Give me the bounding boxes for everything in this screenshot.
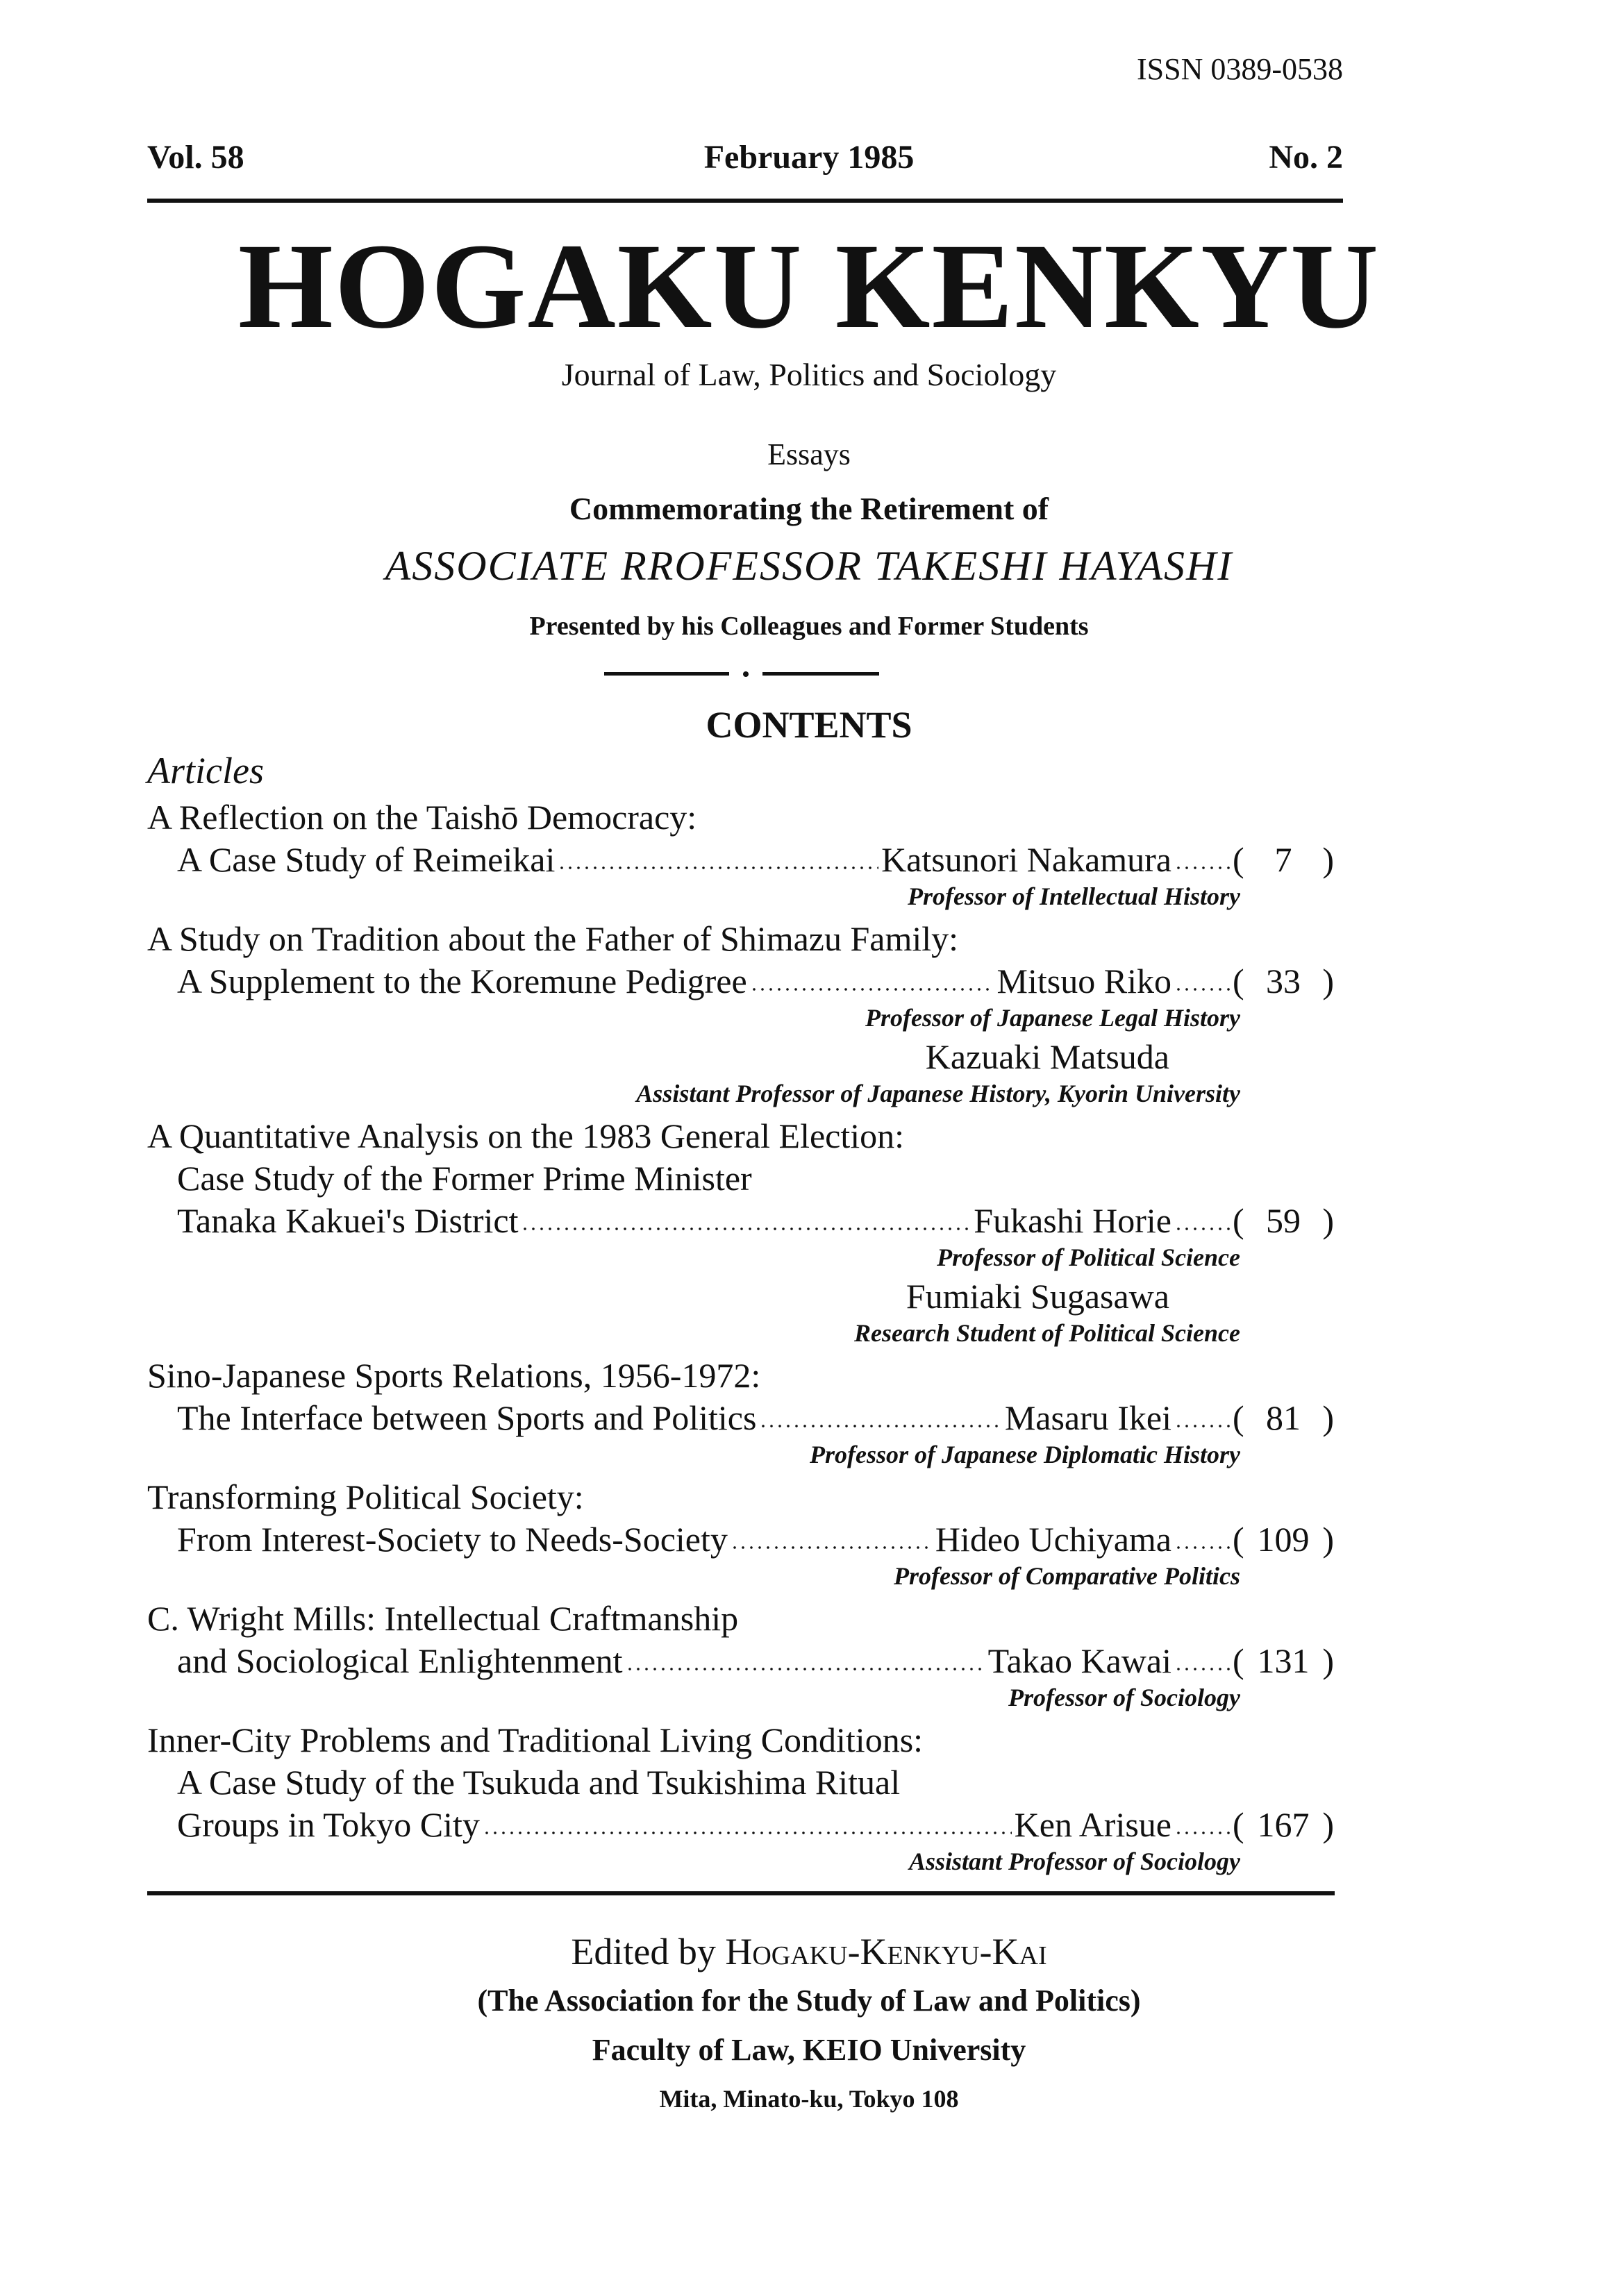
author-affiliation: Professor of Sociology xyxy=(1008,1684,1240,1711)
toc-entry[interactable] xyxy=(177,1201,1334,1240)
author-name: Fumiaki Sugasawa xyxy=(906,1277,1169,1316)
author-name: Ken Arisue xyxy=(1014,1805,1171,1844)
author-affiliation: Assistant Professor of Japanese History, Kyorin University xyxy=(636,1080,1240,1107)
page-value: 81 xyxy=(1266,1398,1301,1437)
dot-leader xyxy=(1174,864,1233,871)
article-title-line: C. Wright Mills: Intellectual Craftmanship xyxy=(147,1599,739,1638)
address: Mita, Minato-ku, Tokyo 108 xyxy=(659,2085,959,2113)
article-title-line: A Study on Tradition about the Father of Shimazu Family: xyxy=(147,919,959,958)
dot-leader xyxy=(731,1544,933,1551)
author-affiliation: Professor of Japanese Diplomatic History xyxy=(810,1441,1240,1468)
contents-heading: CONTENTS xyxy=(706,704,912,746)
page-number: ( 81 ) xyxy=(1233,1398,1334,1437)
toc-entry[interactable] xyxy=(177,962,1334,1000)
article-title-line: Tanaka Kakuei's District xyxy=(177,1201,519,1240)
page-number: ( 59 ) xyxy=(1233,1201,1334,1240)
author-name: Mitsuo Riko xyxy=(996,962,1171,1000)
commemorating-line: Commemorating the Retirement of xyxy=(569,491,1049,526)
article-title-line: Groups in Tokyo City xyxy=(177,1805,480,1844)
article-title-line: Case Study of the Former Prime Minister xyxy=(177,1159,752,1198)
article-title-line: Inner-City Problems and Traditional Living Conditions: xyxy=(147,1720,924,1759)
article-title-line: A Quantitative Analysis on the 1983 General Election: xyxy=(147,1116,905,1155)
article-title-line: A Supplement to the Koremune Pedigree xyxy=(177,962,747,1000)
author-name: Kazuaki Matsuda xyxy=(925,1037,1169,1076)
page-value: 167 xyxy=(1257,1805,1310,1844)
toc-entry[interactable] xyxy=(177,840,1334,879)
toc-entry[interactable] xyxy=(177,1805,1334,1844)
author-name: Katsunori Nakamura xyxy=(881,840,1171,879)
footer-rule xyxy=(147,1891,1335,1895)
article-title-line: From Interest-Society to Needs-Society xyxy=(177,1520,728,1559)
issue-date: February 1985 xyxy=(703,139,915,176)
dot-leader xyxy=(1174,1829,1233,1836)
honoree: ASSOCIATE RROFESSOR TAKESHI HAYASHI xyxy=(385,543,1233,589)
section-label-articles: Articles xyxy=(147,750,264,791)
header-rule xyxy=(147,199,1343,203)
dot-leader xyxy=(750,986,994,993)
dot-leader xyxy=(521,1225,971,1232)
journal-title: HOGAKU KENKYU xyxy=(237,219,1381,354)
article-title-line: Sino-Japanese Sports Relations, 1956-1972: xyxy=(147,1356,761,1395)
page-number: ( 167 ) xyxy=(1233,1805,1334,1844)
author-affiliation: Professor of Intellectual History xyxy=(908,882,1240,910)
page-value: 7 xyxy=(1274,840,1292,879)
author-name: Takao Kawai xyxy=(987,1641,1171,1680)
toc-entry[interactable] xyxy=(177,1520,1334,1559)
ornament-dot xyxy=(743,671,749,677)
faculty: Faculty of Law, KEIO University xyxy=(592,2033,1026,2067)
page-number: ( 131 ) xyxy=(1233,1641,1334,1680)
dot-leader xyxy=(483,1829,1012,1836)
dot-leader xyxy=(759,1423,1001,1430)
article-title-line: Transforming Political Society: xyxy=(147,1477,584,1516)
toc-entry[interactable] xyxy=(177,1398,1334,1437)
volume: Vol. 58 xyxy=(147,139,244,176)
dot-leader xyxy=(558,864,878,871)
presented-line: Presented by his Colleagues and Former Students xyxy=(529,612,1089,641)
article-title-line: and Sociological Enlightenment xyxy=(177,1641,623,1680)
page-number: ( 33 ) xyxy=(1233,962,1334,1000)
issue-number: No. 2 xyxy=(1269,139,1343,176)
article-title-line: A Case Study of Reimeikai xyxy=(177,840,556,879)
page-value: 59 xyxy=(1266,1201,1301,1240)
author-affiliation: Research Student of Political Science xyxy=(854,1319,1240,1347)
author-name: Fukashi Horie xyxy=(974,1201,1171,1240)
author-affiliation: Assistant Professor of Sociology xyxy=(908,1847,1240,1875)
article-title-line: A Reflection on the Taishō Democracy: xyxy=(147,798,697,837)
essays-label: Essays xyxy=(767,437,851,471)
article-title-line: The Interface between Sports and Politics xyxy=(177,1398,757,1437)
page-value: 109 xyxy=(1257,1520,1310,1559)
edited-by-prefix: Edited by xyxy=(571,1931,716,1972)
dot-leader xyxy=(1174,1423,1233,1430)
toc-entry[interactable] xyxy=(177,1641,1334,1680)
author-affiliation: Professor of Political Science xyxy=(937,1243,1240,1271)
dot-leader xyxy=(626,1666,985,1673)
ornament-rule-left xyxy=(604,672,729,676)
issn: ISSN 0389-0538 xyxy=(1136,52,1343,86)
edited-by xyxy=(0,1931,1618,1972)
author-affiliation: Professor of Japanese Legal History xyxy=(865,1004,1240,1032)
page-value: 33 xyxy=(1266,962,1301,1000)
page-number: ( 7 ) xyxy=(1233,840,1334,879)
dot-leader xyxy=(1174,1666,1233,1673)
dot-leader xyxy=(1174,1544,1233,1551)
ornament-rule-right xyxy=(762,672,879,676)
article-title-line: A Case Study of the Tsukuda and Tsukishima Ritual xyxy=(177,1763,901,1802)
dot-leader xyxy=(1174,986,1233,993)
author-name: Hideo Uchiyama xyxy=(935,1520,1171,1559)
author-name: Masaru Ikei xyxy=(1004,1398,1171,1437)
editor-name: Hogaku-Kenkyu-Kai xyxy=(725,1931,1047,1972)
association: (The Association for the Study of Law and Politics) xyxy=(477,1984,1141,2018)
dot-leader xyxy=(1174,1225,1233,1232)
page-number: ( 109 ) xyxy=(1233,1520,1334,1559)
author-affiliation: Professor of Comparative Politics xyxy=(894,1562,1240,1590)
page-value: 131 xyxy=(1257,1641,1310,1680)
journal-subtitle: Journal of Law, Politics and Sociology xyxy=(561,357,1057,392)
